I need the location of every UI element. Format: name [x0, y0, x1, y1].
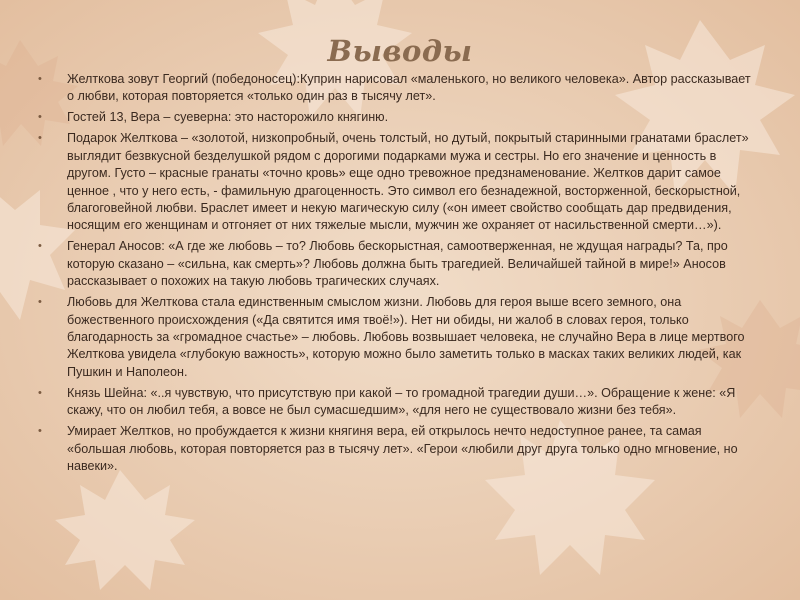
bullet-item — [38, 109, 758, 126]
bullet-dot-icon: • — [38, 240, 42, 253]
bullet-text: Умирает Желтков, но пробуждается к жизни княгиня вера, ей открылось нечто недоступное ранее, та самая «большая любовь, которая повторяется раз в тысячу лет». «Герои «любили друг друга только одно мгновение, но навеки». — [67, 424, 738, 474]
bullet-dot-icon: • — [38, 425, 42, 438]
bullet-list — [38, 71, 758, 479]
slide-title: Выводы — [327, 34, 473, 68]
bullet-item — [38, 238, 758, 290]
bullet-dot-icon: • — [38, 296, 42, 309]
bullet-item — [38, 130, 758, 234]
bullet-item — [38, 71, 758, 106]
bullet-text: Гостей 13, Вера – суеверна: это насторожило княгиню. — [67, 110, 389, 125]
bullet-item — [38, 423, 758, 475]
bullet-text: Генерал Аносов: «А где же любовь – то? Любовь бескорыстная, самоотверженная, не ждущая награды? Та, про которую сказано – «сильна, как смерть»? Любовь должна быть трагедией. Величайшей тайной в мире!» Аносов рассказывает о похожих на такую любовь трагических случаях. — [67, 239, 728, 289]
bullet-dot-icon: • — [38, 132, 42, 145]
bullet-dot-icon: • — [38, 111, 42, 124]
bullet-dot-icon: • — [38, 73, 42, 85]
bullet-text: Желткова зовут Георгий (победоносец):Куприн нарисовал «маленького, но великого человека». Автор рассказывает о любви, которая повторяется «только один раз в тысячу лет». — [67, 72, 751, 104]
bullet-text: Любовь для Желткова стала единственным смыслом жизни. Любовь для героя выше всего земного, она божественного происхождения («Да святится имя твоё!»). Нет ни обиды, ни жалоб в словах героя, только благодарность за «громадное счастье» – любовь. Любовь возвышает человека, не случайно Вера в лице мертвого Желткова увидела «глубокую важность», которую можно было заметить только в масках таких великих людей, как Пушкин и Наполеон. — [67, 295, 745, 379]
bullet-dot-icon: • — [38, 386, 42, 399]
bullet-text: Подарок Желткова – «золотой, низкопробный, очень толстый, но дутый, покрытый старинными гранатами браслет» выглядит безвкусной безделушкой рядом с дорогими подарками мужа и сестры. Но его значение и ценность в другом. Густо – красные гранаты «точно кровь» еще одно тревожное предзнаменование. Желтков дарит самое ценное , что у него есть, - фамильную драгоценность. Это символ его безнадежной, восторженной, бескорыстной, благоговейной любви. Браслет имеет и некую магическую силу («он имеет свойство сообщать дар предвидения, носящим его женщинам и отгоняет от них тяжелые мысли, мужчин же охраняет от насильственной смерти…»). — [67, 131, 749, 233]
bullet-item — [38, 294, 758, 381]
bullet-text: Князь Шейна: «..я чувствую, что присутствую при какой – то громадной трагедии души…». Обращение к жене: «Я скажу, что он любил тебя, а вовсе не был сумасшедшим», «для него не существовало жизни без тебя». — [67, 385, 736, 418]
bullet-item — [38, 385, 758, 420]
